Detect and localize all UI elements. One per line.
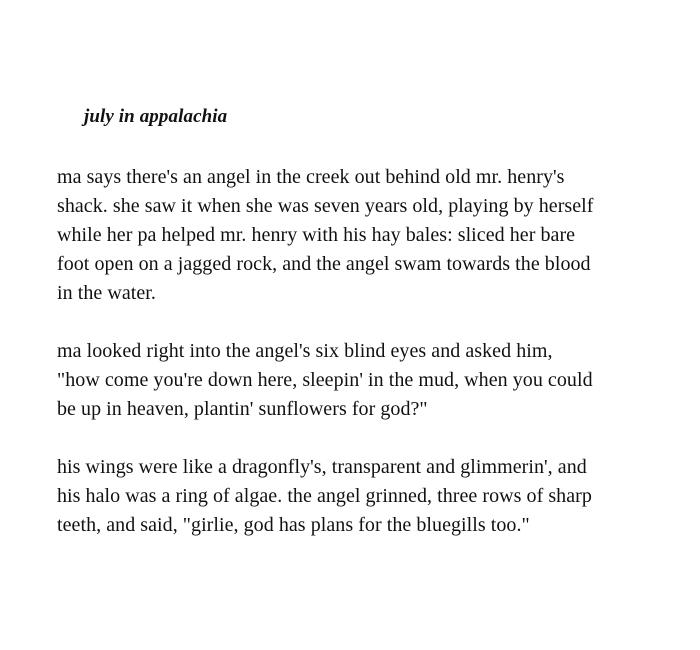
- text-line: ma says there's an angel in the creek out behind old mr. henry's: [57, 166, 565, 188]
- text-line: his halo was a ring of algae. the angel grinned, three rows of sharp: [57, 485, 592, 507]
- paragraph-2: [57, 337, 677, 424]
- text-line: his wings were like a dragonfly's, transparent and glimmerin', and: [57, 456, 587, 478]
- text-line: foot open on a jagged rock, and the angel swam towards the blood: [57, 253, 591, 275]
- text-line: teeth, and said, "girlie, god has plans for the bluegills too.": [57, 514, 530, 536]
- text-line: "how come you're down here, sleepin' in the mud, when you could: [57, 369, 593, 391]
- text-line: shack. she saw it when she was seven years old, playing by herself: [57, 195, 594, 217]
- paragraph-3: [57, 453, 677, 540]
- text-line: be up in heaven, plantin' sunflowers for god?": [57, 398, 428, 420]
- text-line: in the water.: [57, 282, 156, 304]
- paragraph-1: [57, 163, 677, 308]
- text-line: while her pa helped mr. henry with his hay bales: sliced her bare: [57, 224, 576, 246]
- poem-body: [57, 163, 677, 540]
- poem-title: july in appalachia: [84, 106, 228, 127]
- text-line: ma looked right into the angel's six blind eyes and asked him,: [57, 340, 553, 362]
